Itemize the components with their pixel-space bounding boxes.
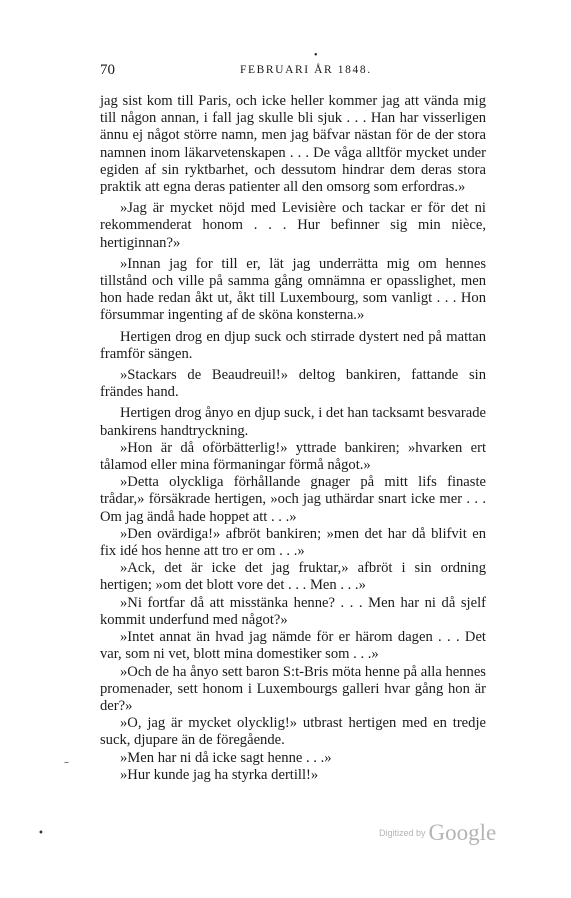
body-text: [100, 93, 486, 784]
paragraph: »Hur kunde jag ha styrka dertill!»: [120, 766, 319, 783]
paragraph: »Intet annat än hvad jag nämde för er härom dagen . . . Det var, som ni vet, blott mina domestiker som . . .»: [100, 629, 486, 663]
paragraph: »Stackars de Beaudreuil!» deltog bankiren, fattande sin frändes hand.: [100, 367, 486, 401]
google-logo: Google: [428, 820, 497, 845]
margin-dash-mark: –: [64, 757, 69, 768]
paragraph: »Ni fortfar då att misstänka henne? . . . Men har ni då sjelf kommit underfund med något?»: [100, 594, 486, 628]
paragraph: »Ack, det är icke det jag fruktar,» afbröt i sin ordning hertigen; »om det blott vore det . . . Men . . .»: [100, 560, 486, 594]
paragraph: »Detta olyckliga förhållande gnager på mitt lifs finaste trådar,» försäkrade hertigen, »och jag uthärdar snart icke mer . . . Om jag ändå hade hoppet att . . .»: [100, 474, 486, 525]
paragraph: Hertigen drog ånyo en djup suck, i det han tacksamt besvarade bankirens handtryckning.: [100, 405, 486, 439]
page-number: 70: [100, 62, 115, 78]
paragraph: »Och de ha ånyo sett baron S:t-Bris möta henne på alla hennes promenader, sett honom i Luxembourgs galleri hvar gång hon är der?»: [100, 663, 486, 714]
google-watermark: [379, 820, 496, 846]
paragraph: »O, jag är mycket olycklig!» utbrast hertigen med en tredje suck, djupare än de föregående.: [100, 715, 486, 749]
watermark-caption: Digitized by: [379, 828, 426, 838]
margin-dot-mark: •: [38, 828, 44, 839]
paragraph: Hertigen drog en djup suck och stirrade dystert ned på mattan framför sängen.: [100, 328, 486, 362]
paragraph: »Den ovärdiga!» afbröt bankiren; »men det har då blifvit en fix idé hos henne att tro er om . . .»: [100, 525, 486, 560]
paragraph: »Innan jag for till er, lät jag underrätta mig om hennes tillstånd och ville på samma gång omnämna er opasslighet, men hon hade redan åkt ut, åkt till Luxembourg, som vanligt . . . Hon försummar ingenting af de sköna konsterna.»: [100, 255, 486, 324]
paragraph: »Men har ni då icke sagt henne . . .»: [120, 749, 332, 766]
paragraph: jag sist kom till Paris, och icke heller kommer jag att vända mig till någon annan, i fall jag skulle bli sjuk . . . Han har visserligen ännu ej något större namn, men jag bäfvar nästan för de der stora namnen inom läkarvetenskapen . . . De våga alltför mycket under egiden af sin ryktbarhet, och dessutom hindrar dem deras stora praktik att egna deras patienter all den omsorg som erfordras.»: [100, 93, 486, 196]
header-dot-mark: •: [314, 50, 318, 61]
running-title: FEBRUARI ÅR 1848.: [240, 64, 372, 76]
paragraph: »Hon är då oförbätterlig!» yttrade bankiren; »hvarken ert tålamod eller mina förmaningar förmå något.»: [100, 439, 486, 474]
paragraph: »Jag är mycket nöjd med Levisière och tackar er för det ni rekommenderat honom . . . Hur befinner sig min nièce, hertiginnan?»: [100, 200, 486, 251]
